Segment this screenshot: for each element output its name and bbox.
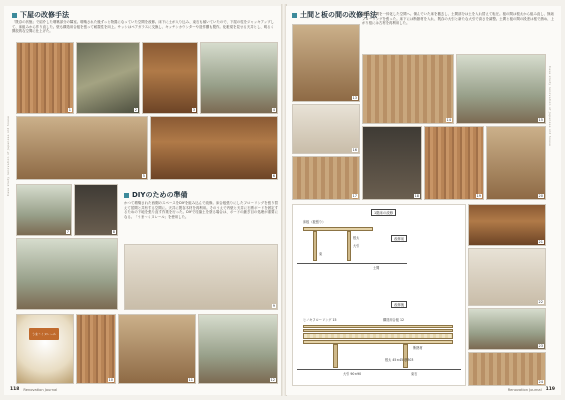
label-sill-before: 大引	[353, 244, 360, 248]
before-ground-line	[297, 263, 407, 264]
after-flooring	[303, 325, 453, 328]
photo-19: 19	[424, 126, 484, 200]
photo-8: 8	[74, 184, 118, 236]
after-ground-line	[297, 369, 461, 370]
photo-10: 10	[76, 314, 116, 384]
label-joist-after: 根太 45×45 @303	[385, 358, 414, 362]
photo-18: 18	[362, 126, 422, 200]
heading-mark-icon	[12, 13, 17, 18]
after-plywood	[303, 329, 453, 332]
section-heading-right: 土間と板の間の改修手法	[292, 10, 377, 20]
photo-2: 2	[76, 42, 140, 114]
photo-15: 15	[456, 54, 546, 124]
photo-21: 21	[468, 204, 546, 246]
photo-1: 1	[16, 42, 74, 114]
after-sill	[303, 340, 453, 344]
photo-product-bucket	[16, 314, 74, 384]
right-page	[286, 6, 561, 395]
photo-16: 16	[292, 104, 360, 154]
intro-text-right: 縁側と土間を一体化した空間へ。傷んでいた床を撤去し、土間部分は土を入れ替えて転圧。板の間は根太から組み直し、無垢フローリングを張った。床下には断熱材を入れ、既存の大引と新たな大引で高さを調整。土間と板の間の段差は框で納め、上がり框には古材を再利用した。	[362, 12, 554, 26]
label-sill-after: 大引 90×90	[343, 372, 362, 376]
photo-24: 24	[468, 352, 546, 386]
label-floorboard: 床板（板張り）	[303, 220, 326, 224]
photo-14: 14	[362, 54, 454, 124]
label-earth-floor: 土間	[373, 266, 380, 270]
diagram-section-tag: 1階床の改修	[371, 209, 396, 216]
label-joist-before: 根太	[353, 236, 360, 240]
photo-5: 5	[16, 116, 148, 180]
folio-right: Renovation Journal 119	[507, 387, 555, 392]
photo-20: 20	[486, 126, 546, 200]
after-insulation	[303, 333, 453, 339]
label-foundation-stone: 束石	[411, 372, 418, 376]
intro-text-left: 「既存の状態」で紹介した増築部分の隣室。増築された後ずっと物置になっていた空間を改修。床下に土が入り込み、束石も傾いていたので、下屋の柱をジャッキアップして、床組みから作り直した。壁も構造用合板を張って耐震性を向上。サッシはペアガラスに交換し、キッチンカウンターや造作棚も製作。化粧梁を見せる天井とし、明るく開放的な空間に仕上げた。	[12, 20, 274, 34]
before-post-2	[347, 231, 351, 261]
section-heading-diy: DIYのための準備	[124, 190, 187, 200]
diy-text: かつて増築された西側のスペースをDIYを組み込んで改修。床合板張りにしたフローリングを張り替えて居間と共有する空間に。天井に既存木材を再利用。そのうえで内壁と天井に石膏ボードを固定するための下地を張り直す作業を行った。DIYで珪藻土を塗る場合は、ボードの継ぎ目の処理が重要になる。「うま〜くヌレール」を使用した。	[124, 201, 278, 219]
left-page	[4, 6, 282, 395]
label-hinoki-flooring: ヒノキフローリング 15	[303, 318, 337, 322]
photo-13: 13	[292, 24, 360, 102]
photo-3: 3	[142, 42, 198, 114]
after-post-1	[333, 344, 338, 368]
photo-9-room	[16, 238, 118, 310]
photo-17: 17	[292, 156, 360, 200]
photo-7: 7	[16, 184, 72, 236]
photo-12: 12	[198, 314, 278, 384]
diagram-after-tag: 改修後	[391, 301, 407, 308]
photo-4: 4	[200, 42, 278, 114]
before-post-1	[313, 231, 317, 261]
photo-23: 23	[468, 308, 546, 350]
photo-22: 22	[468, 248, 546, 306]
photo-9-interior: 9	[124, 244, 278, 310]
sidebar-caption-left: Case study renovation of Japanese old house	[6, 115, 10, 196]
heading-mark-icon	[292, 13, 297, 18]
photo-11: 11	[118, 314, 196, 384]
photo-6: 6	[150, 116, 278, 180]
sidebar-caption-right: Case study renovation of Japanese old house	[548, 66, 552, 147]
label-insulation: 断熱材	[413, 346, 423, 350]
label-post-before: 束	[319, 252, 323, 256]
diagram-before-tag: 改修前	[391, 235, 407, 242]
folio-left: 118 Renovation Journal	[10, 387, 58, 392]
section-heading-left: 下屋の改修手法	[12, 10, 69, 20]
heading-mark-icon	[124, 193, 129, 198]
after-post-2	[403, 344, 408, 368]
label-plywood: 構造用合板 12	[383, 318, 405, 322]
floor-section-diagram	[292, 204, 466, 386]
product-label: うま〜くヌレール	[29, 328, 59, 340]
